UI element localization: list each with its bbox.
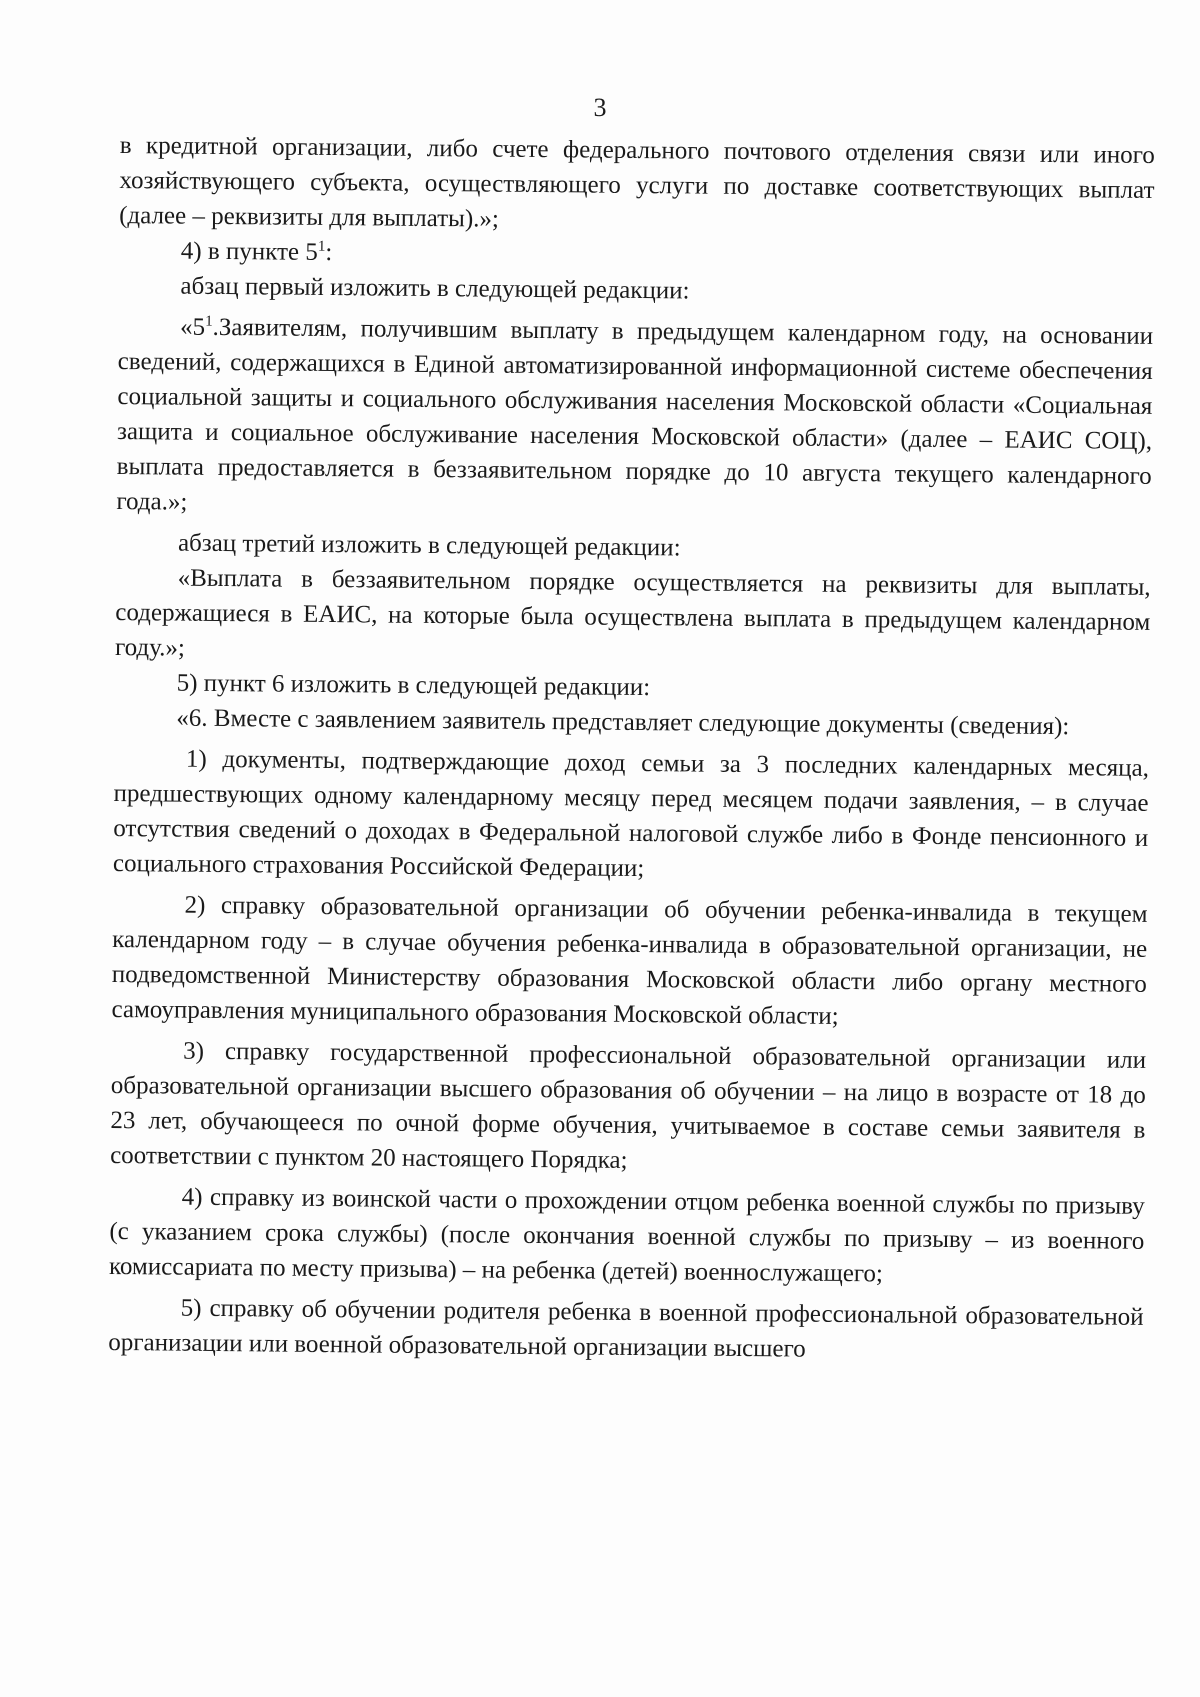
list-item: [108, 1290, 1144, 1370]
superscript: 1: [205, 313, 213, 330]
list-item: [113, 741, 1149, 891]
paragraph-text: «Выплата в беззаявительном порядке осуществляется на реквизиты для выплаты, содержащиеся в ЕАИС, на которые была осуществлена выплата в предыдущем календарном году.»;: [114, 564, 1151, 662]
paragraph-text: 1) документы, подтверждающие доход семьи за 3 последних календарных месяца, предшествующих одному календарному месяцу перед месяцем подачи заявления, – в случае отсутствия сведений о доходах в Федеральной налоговой службе либо в Фонде пенсионного и социального страхования Российской Федерации;: [112, 745, 1150, 883]
paragraph-text: 2) справку образовательной организации об обучении ребенка-инвалида в текущем календарном году – в случае обучения ребенка-инвалида в образовательной организации, не подведомственной Министерству образования Московской области либо органу местного самоуправления муниципального образования Московской области;: [111, 891, 1148, 1030]
superscript: 1: [317, 238, 326, 255]
paragraph-text: .Заявителям, получившим выплату в предыдущем календарном году, на основании сведений, содержащихся в Единой автоматизированной информационной системе обеспечения социальной защиты и социального обслуживания населения Московской области «Социальная защита и социальное обслуживание населения Московской области» (далее – ЕАИС СОЦ), выплата предоставляется в беззаявительном порядке до 10 августа текущего календарного года.»;: [116, 313, 1154, 516]
list-item: [110, 1033, 1146, 1183]
paragraph-text: 5) справку об обучении родителя ребенка в военной профессиональной образовательной организации или военной образовательной организации высшего: [108, 1294, 1144, 1363]
document-body: [108, 128, 1155, 1370]
paragraph-text: :: [325, 238, 333, 267]
paragraph-quoted-clause: [116, 309, 1153, 529]
list-item: [109, 1179, 1145, 1294]
paragraph-text: «6. Вместе с заявлением заявитель представляет следующие документы (сведения):: [176, 704, 1070, 741]
paragraph-text: 5) пункт 6 изложить в следующей редакции:: [176, 669, 651, 702]
paragraph-text: 4) в пункте 5: [180, 237, 318, 266]
paragraph-text: в кредитной организации, либо счете федерального почтового отделения связи или иного хозяйствующего субъекта, осуществляющего услуги по доставке соответствующих выплат (далее – реквизиты для выплаты).»;: [119, 131, 1155, 233]
paragraph-quoted-clause: [115, 560, 1151, 675]
paragraph-text: абзац первый изложить в следующей редакции:: [180, 272, 690, 305]
list-item: [111, 887, 1147, 1037]
paragraph-text: абзац третий изложить в следующей редакции:: [177, 529, 681, 562]
page-number: 3: [593, 93, 607, 122]
paragraph-text: «5: [179, 313, 206, 341]
paragraph-text: 4) справку из воинской части о прохождении отцом ребенка военной службы по призыву (с указанием срока службы) (после окончания военной службы по призыву – из военного комиссариата по месту призыва) – на ребенка (детей) военнослужащего;: [108, 1183, 1145, 1288]
paragraph-text: 3) справку государственной профессиональной образовательной организации или образовательной организации высшего образования об обучении – на лицо в возрасте от 18 до 23 лет, обучающееся по очной форме обучения, учитываемое в составе семьи заявителя в соответствии с пунктом 20 настоящего Порядка;: [110, 1037, 1147, 1174]
paragraph-continuation: [119, 128, 1155, 243]
